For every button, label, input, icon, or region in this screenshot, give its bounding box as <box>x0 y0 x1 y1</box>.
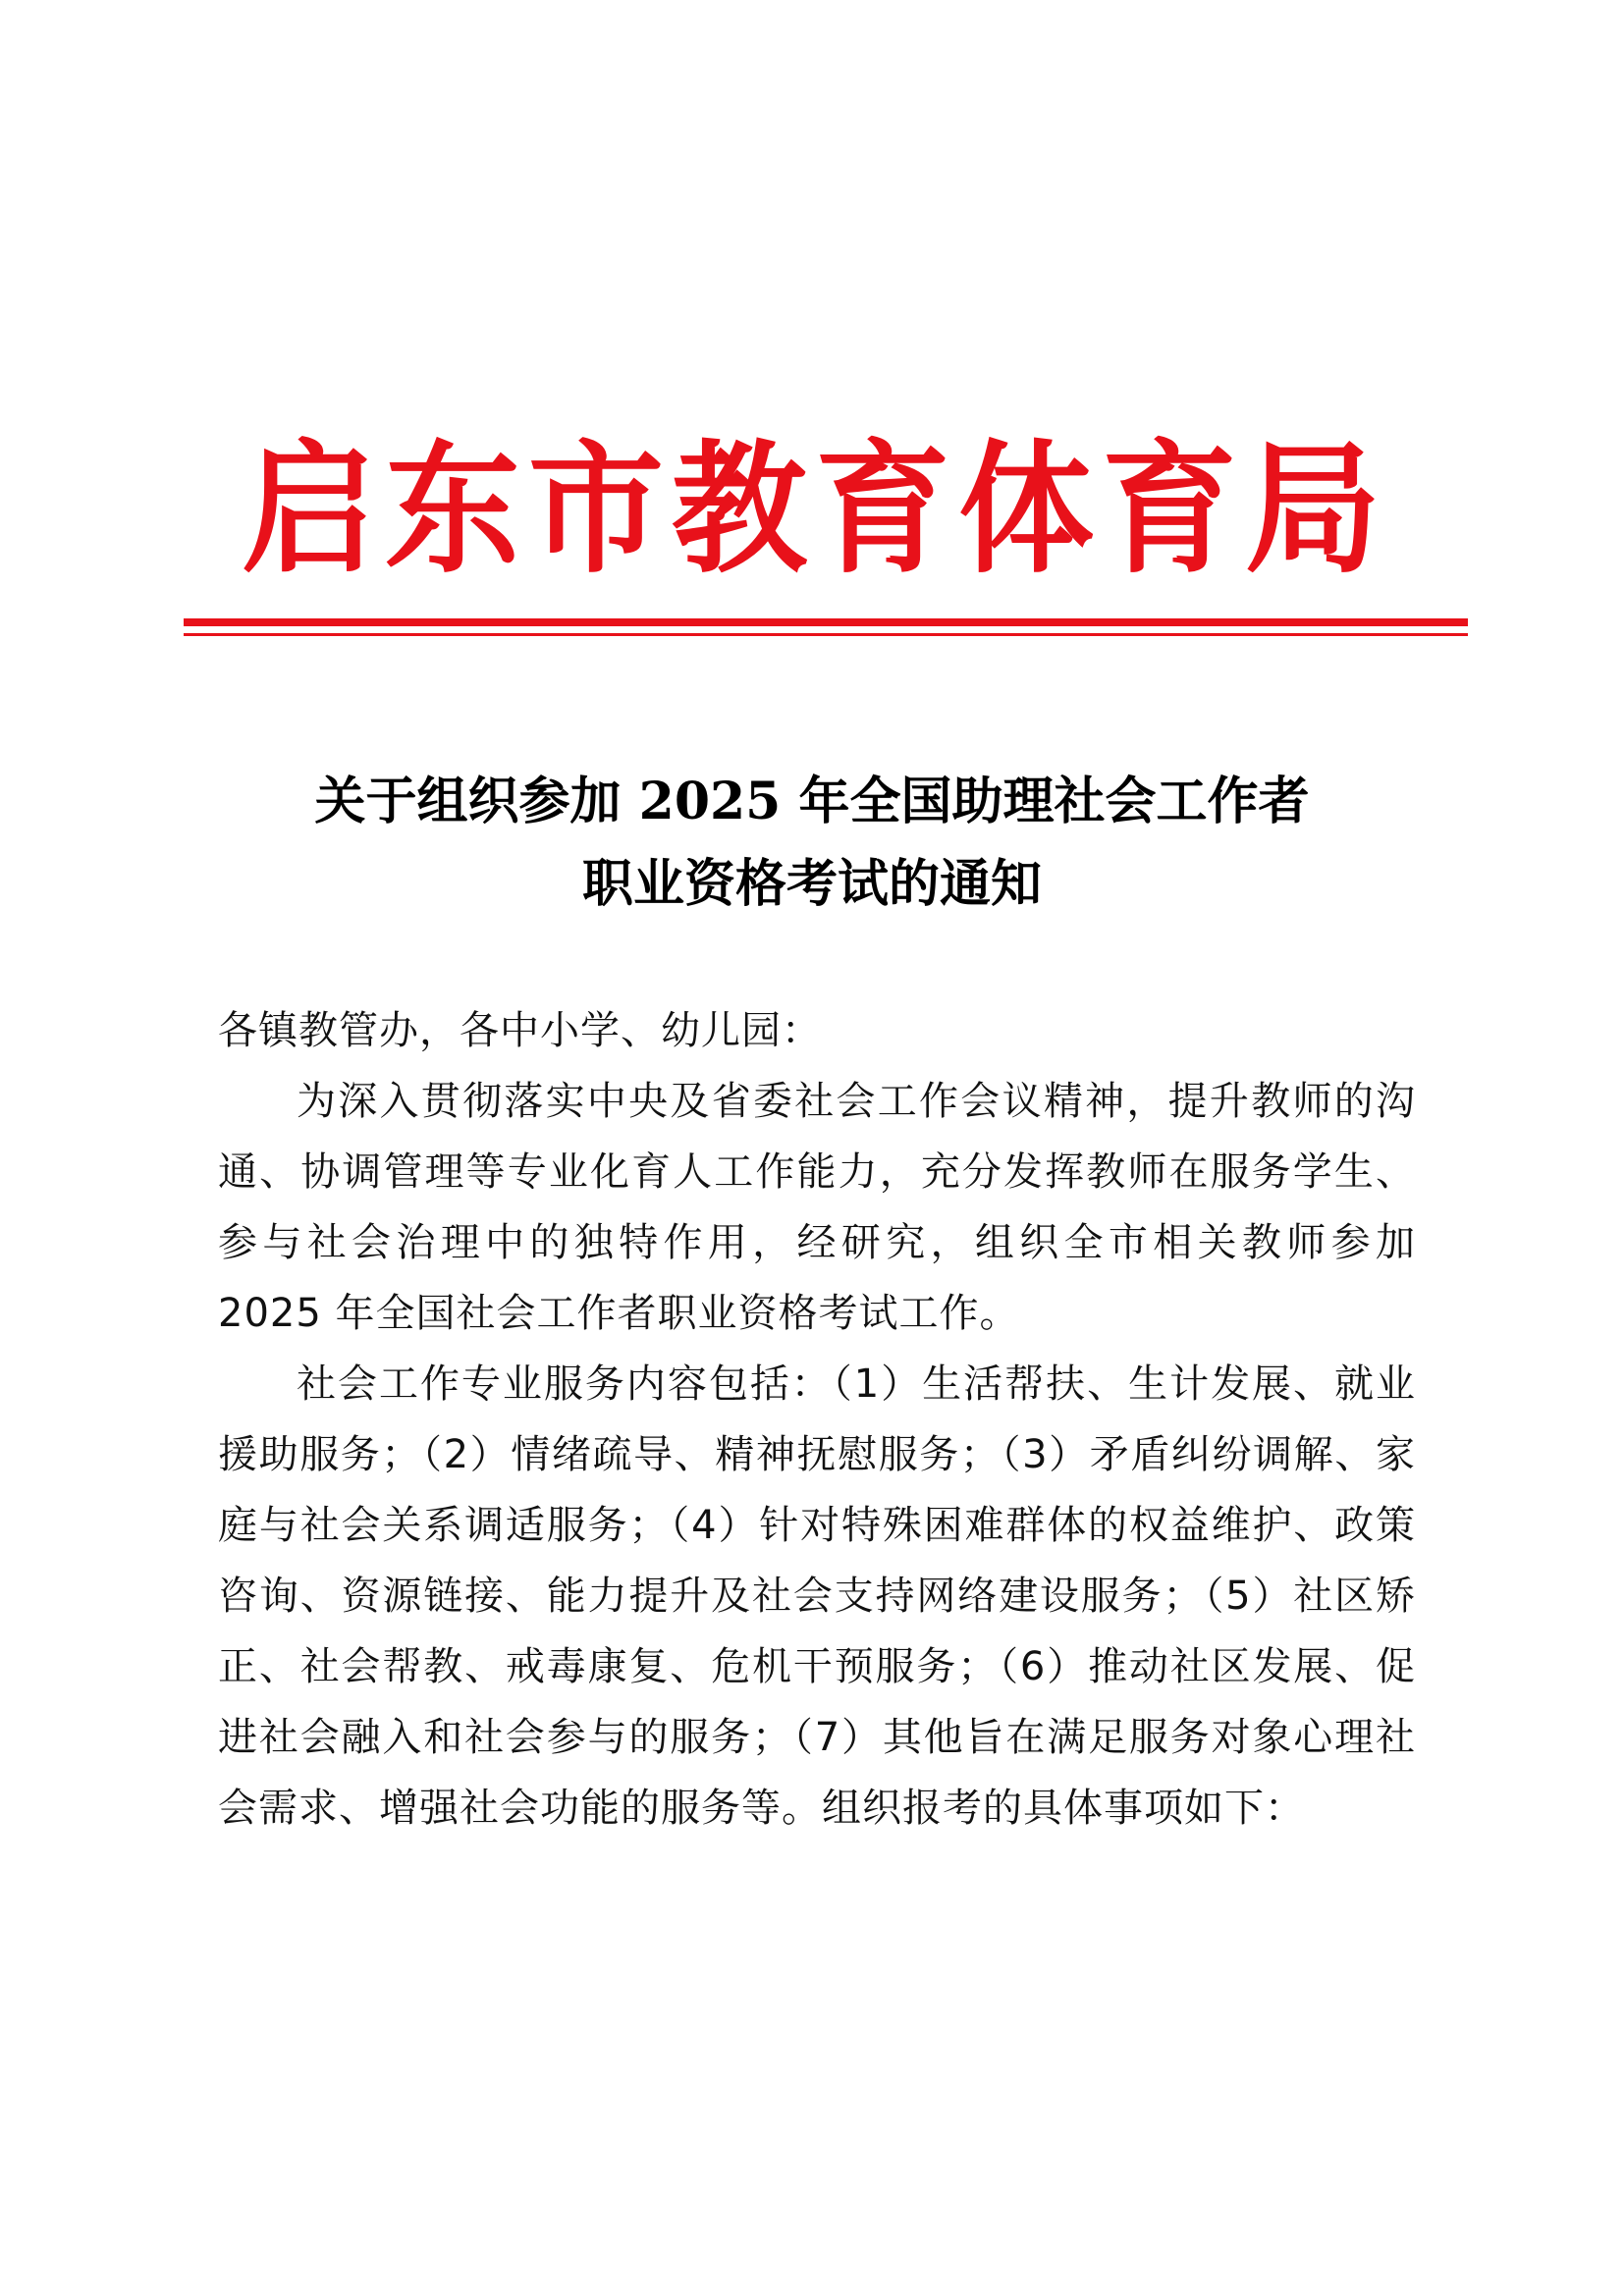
document-title-line-1: 关于组织参加 2025 年全国助理社会工作者 <box>314 772 1310 831</box>
document-body <box>218 995 1416 1843</box>
masthead-divider-thin <box>184 633 1468 636</box>
document-title-line-2: 职业资格考试的通知 <box>581 854 1042 914</box>
salutation: 各镇教管办，各中小学、幼儿园： <box>218 1008 822 1053</box>
body-paragraph-1: 为深入贯彻落实中央及省委社会工作会议精神，提升教师的沟通、协调管理等专业化育人工作能力，充分发挥教师在服务学生、参与社会治理中的独特作用，经研究，组织全市相关教师参加 2025 年全国社会工作者职业资格考试工作。 <box>218 1079 1416 1336</box>
masthead-org-name: 启东市教育体育局 <box>241 424 1388 593</box>
document-title <box>196 761 1428 926</box>
body-paragraph-2: 社会工作专业服务内容包括：（1）生活帮扶、生计发展、就业援助服务；（2）情绪疏导、精神抚慰服务；（3）矛盾纠纷调解、家庭与社会关系调适服务；（4）针对特殊困难群体的权益维护、政策咨询、资源链接、能力提升及社会支持网络建设服务；（5）社区矫正、社会帮教、戒毒康复、危机干预服务；（6）推动社区发展、促进社会融入和社会参与的服务；（7）其他旨在满足服务对象心理社会需求、增强社会功能的服务等。组织报考的具体事项如下： <box>218 1362 1416 1831</box>
masthead-divider-thick <box>184 618 1468 626</box>
